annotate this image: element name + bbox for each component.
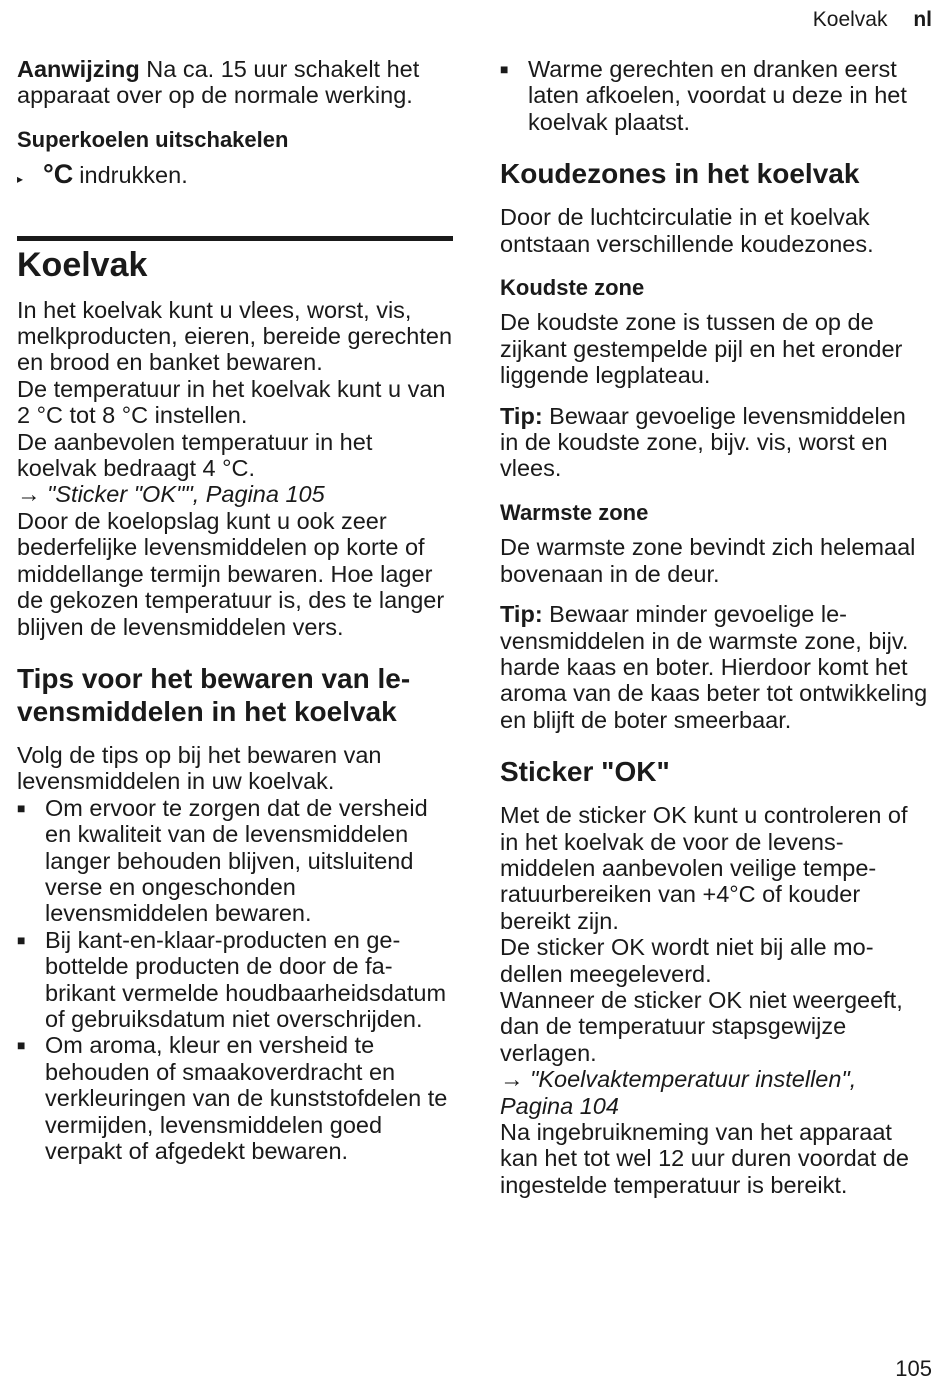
heading-koudezones: Koudezones in het koelvak — [500, 158, 860, 190]
list-item-text: Bij kant-en-klaar-producten en gebottelde producten de door de fabrikant vermelde houdbaarheidsdatum of gebruiksdatum niet overschrijden. — [45, 926, 447, 1032]
note-text: Na ca. 15 uur schakelt het apparaat over op de normale werking. — [17, 56, 420, 109]
list-item-text: Warme gerechten en dranken eerst laten afkoelen, voordat u deze in het koelvak plaatst. — [528, 56, 907, 135]
zones-intro: Door de luchtcirculatie in et koelvak ontstaan verschillende koudezones. — [500, 204, 874, 257]
bullet-square-icon: ■ — [17, 931, 26, 948]
step-triangle-icon: ▸ — [17, 172, 24, 187]
heading-sticker-ok: Sticker "OK" — [500, 756, 670, 788]
coldest-tip — [500, 403, 928, 482]
heading-tips-bewaren: Tips voor het bewaren van levensmiddelen in het koelvak — [17, 662, 411, 727]
header-section-title: Koelvak — [812, 8, 888, 31]
note-paragraph — [17, 56, 453, 109]
left-column — [17, 56, 453, 1164]
bullet-square-icon: ■ — [500, 61, 509, 77]
coldest-text: De koudste zone is tussen de op de zijkant gestempelde pijl en het eronder liggende legplateau. — [500, 309, 903, 389]
heading-superkoelen-uitschakelen: Superkoelen uitschakelen — [17, 126, 289, 152]
list-item — [17, 1032, 453, 1164]
warmest-text: De warmste zone bevindt zich helemaal bovenaan in de deur. — [500, 534, 916, 587]
koelvak-paragraph-3: De aanbevolen temperatuur in het koelvak bedraagt 4 °C. — [17, 428, 373, 482]
sticker-paragraph-1: Met de sticker OK kunt u controleren of in het koelvak de voor de levensmiddelen aanbevolen veilige temperatuurbereiken van +4°C of kouder bereikt zijn. — [500, 802, 908, 934]
note-label: Aanwijzing — [17, 56, 140, 82]
sticker-paragraph-3: Wanneer de sticker OK niet weergeeft, dan de temperatuur stapsgewijze verlagen. — [500, 986, 903, 1066]
list-item-text: Om ervoor te zorgen dat de versheid en kwaliteit van de levensmiddelen langer behouden blijven, uitsluitend verse en ongeschonden levensmiddelen bewaren. — [45, 794, 428, 927]
instruction-step — [17, 161, 453, 192]
koelvak-paragraph-4: Door de koelopslag kunt u ook zeer bederfelijke levensmiddelen op korte of middellange termijn bewaren. Hoe lager de gekozen temperatuur is, des te langer blijven de levensmiddelen vers. — [17, 507, 445, 640]
warmest-tip — [500, 601, 928, 733]
tip-label: Tip: — [500, 402, 543, 429]
running-header — [813, 8, 932, 32]
list-item-text: Om aroma, kleur en versheid te behouden of smaakoverdracht en verkleuringen van de kunststofdelen te vermijden, levensmiddelen goed verpakt of afgedekt bewaren. — [45, 1032, 448, 1164]
sticker-paragraph-2: De sticker OK wordt niet bij alle modellen meegeleverd. — [500, 934, 874, 987]
page-number: 105 — [895, 1356, 932, 1381]
sticker-paragraph-4: Na ingebruikneming van het apparaat kan het tot wel 12 uur duren voordat de ingestelde temperatuur is bereikt. — [500, 1119, 909, 1198]
right-column — [500, 56, 928, 1198]
cross-reference-temperature: → "Koelvaktemperatuur instellen", Pagina 104 — [500, 1066, 857, 1119]
step-text: indrukken. — [79, 162, 188, 189]
celsius-button-icon: °C — [43, 159, 74, 190]
heading-koudste-zone: Koudste zone — [500, 275, 645, 301]
bullet-square-icon: ■ — [17, 799, 26, 816]
cross-reference-sticker: → "Sticker "OK"", Pagina 105 — [17, 481, 325, 508]
tip-text: Bewaar gevoelige levensmiddelen in de koudste zone, bijv. vis, worst en vlees. — [500, 402, 906, 482]
tip-text: Bewaar minder gevoelige levensmiddelen in de warmste zone, bijv. harde kaas en boter. Hierdoor komt het aroma van de kaas beter tot ontwikkeling en blijft de boter smeerbaar. — [500, 601, 928, 733]
section-divider — [17, 236, 453, 241]
tip-label: Tip: — [500, 601, 543, 628]
list-item — [500, 56, 928, 135]
list-item — [17, 795, 453, 927]
heading-warmste-zone: Warmste zone — [500, 499, 649, 525]
header-language-code: nl — [913, 8, 932, 31]
list-item — [17, 927, 453, 1033]
koelvak-paragraph-1: In het koelvak kunt u vlees, worst, vis, melkproducten, eieren, bereide gerechten en brood en banket bewaren. — [17, 296, 453, 376]
bullet-square-icon: ■ — [17, 1037, 26, 1054]
koelvak-paragraph-2: De temperatuur in het koelvak kunt u van 2 °C tot 8 °C instellen. — [17, 375, 446, 429]
tips-intro: Volg de tips op bij het bewaren van levensmiddelen in uw koelvak. — [17, 741, 382, 795]
heading-koelvak: Koelvak — [17, 245, 148, 284]
